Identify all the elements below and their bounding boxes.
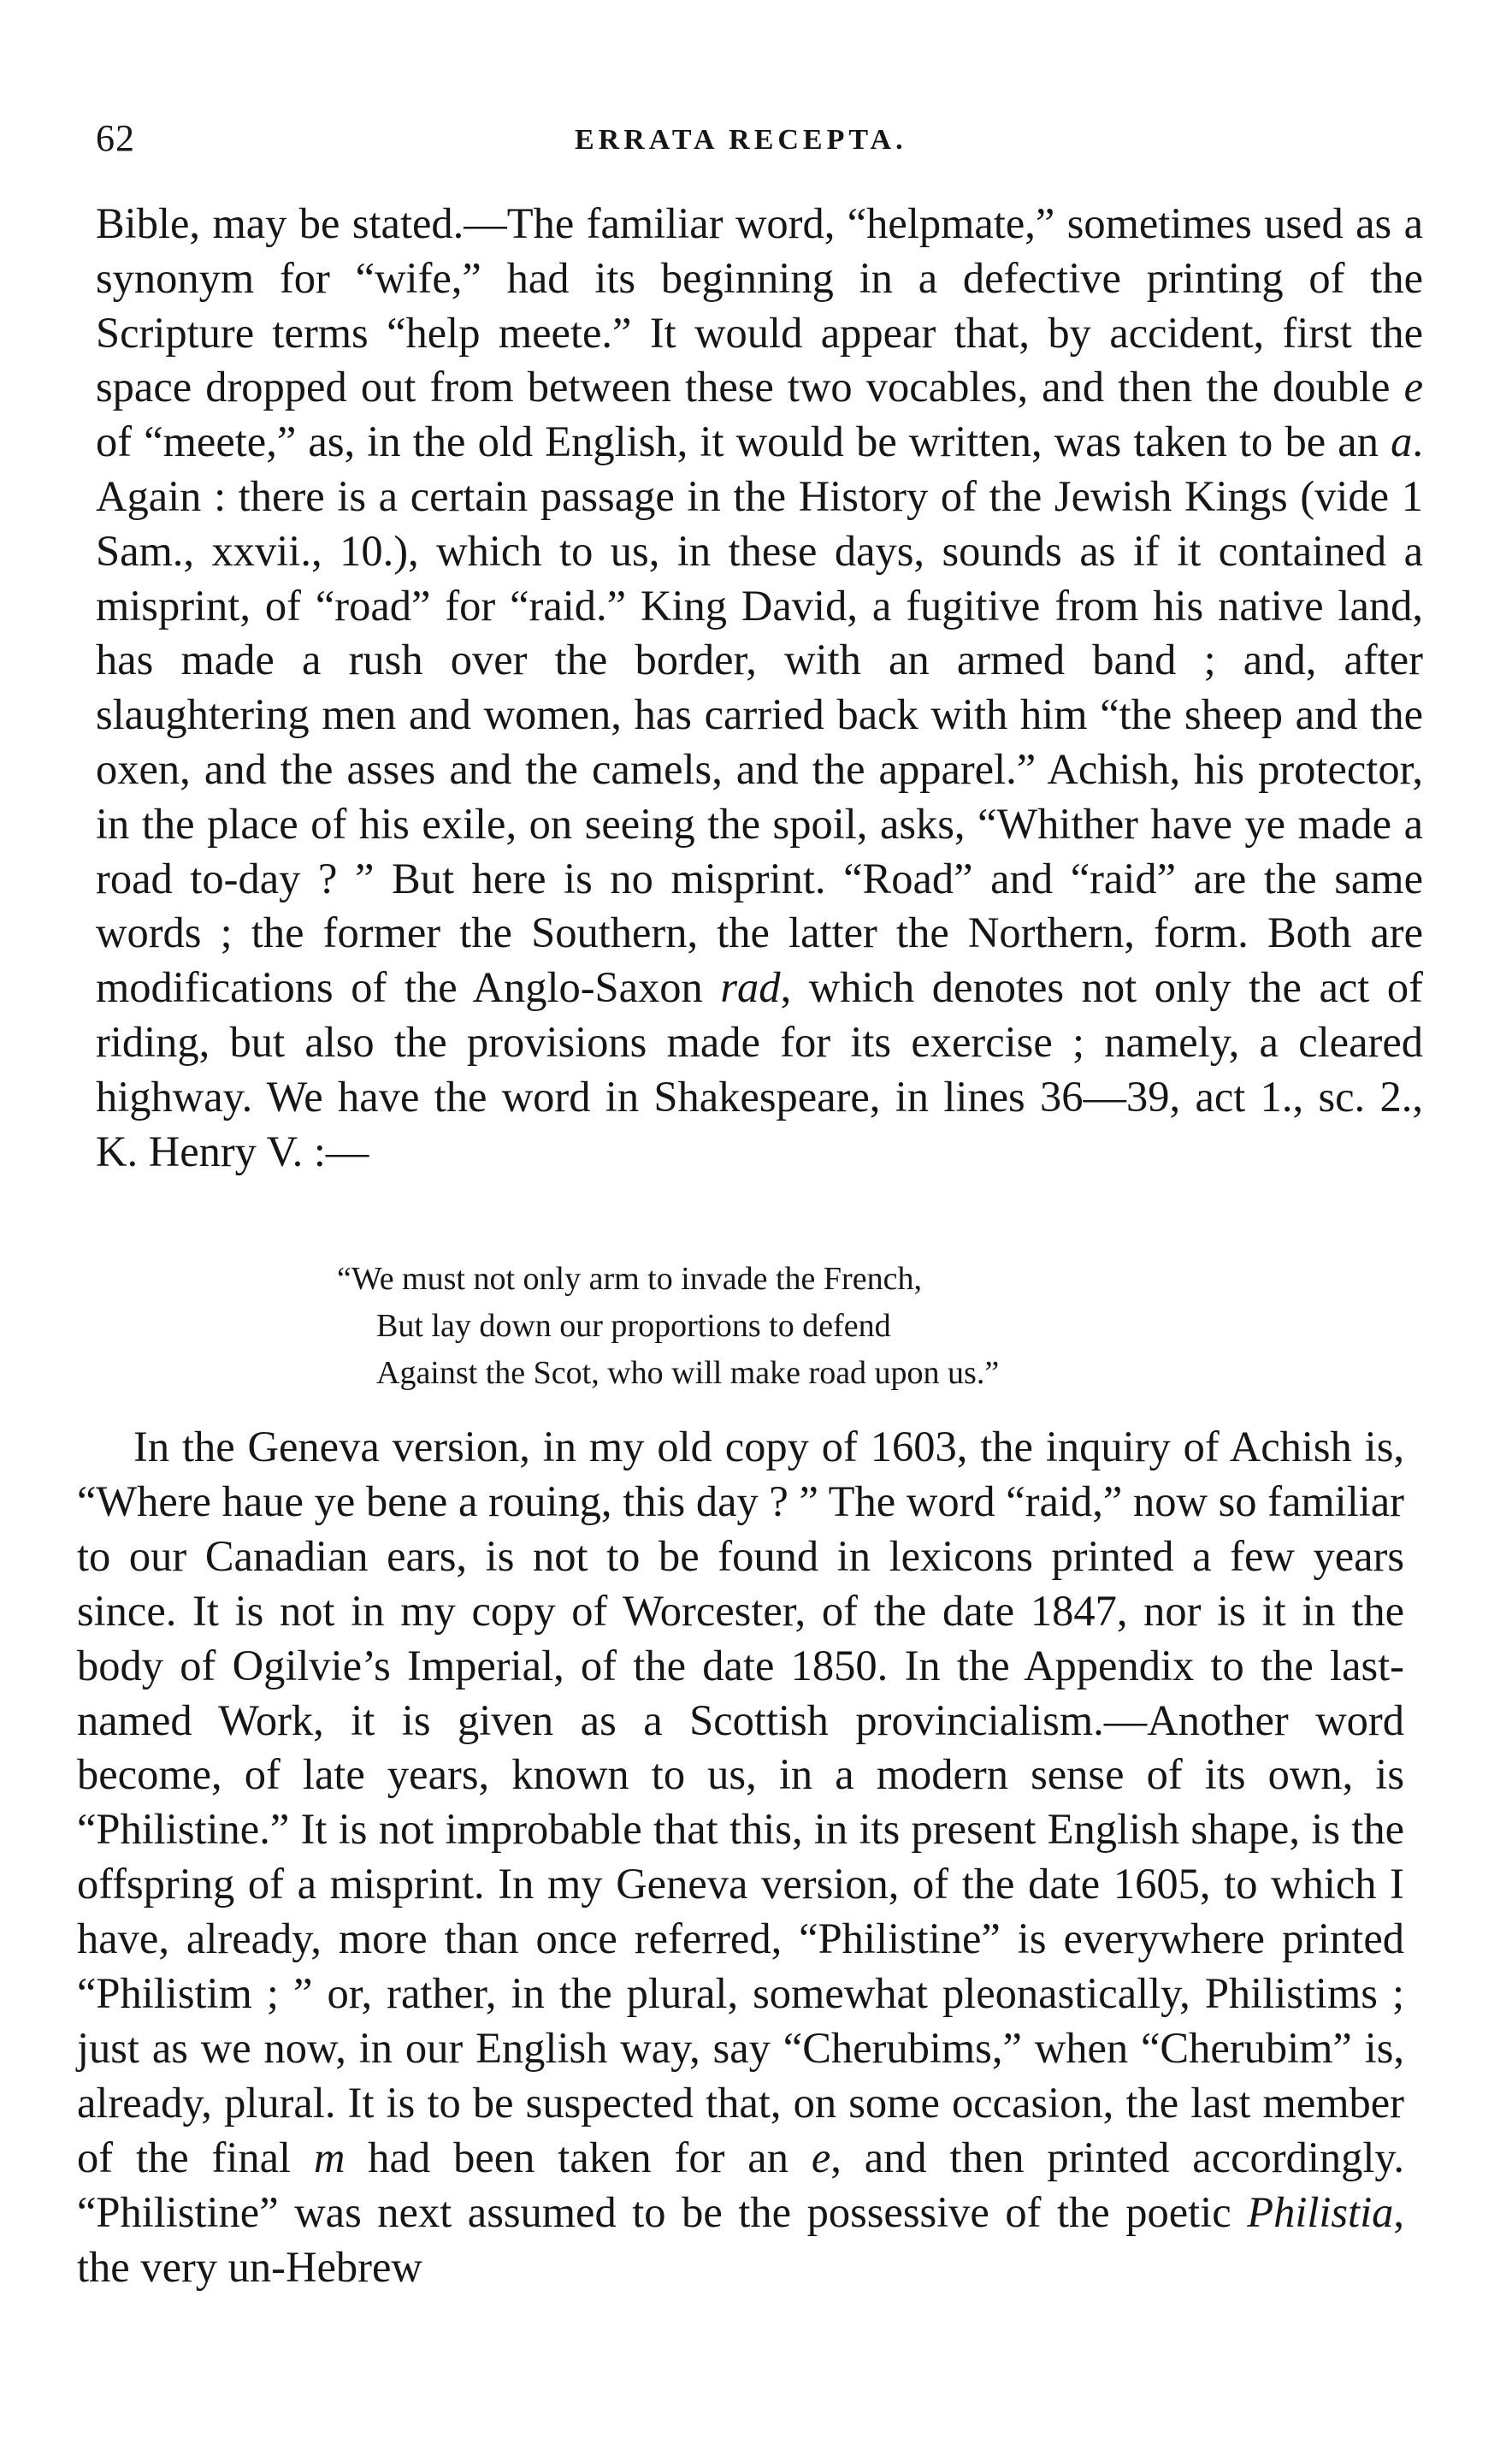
text-run: , and then printed accordingly. “Philistine” was next assumed to be the possessive of the poetic — [77, 2133, 1404, 2236]
text-run: In the Geneva version, in my old copy of 1603, the inquiry of Achish is, “Where haue ye bene a rouing, this day ? ” The word “raid,” now so familiar to our Canadian ears, is not to be found in lexicons printed a few years since. It is not in my copy of Worcester, of the date 1847, nor is it in the body of Ogilvie’s Imperial, of the date 1850. In the Appendix to the last-named Work, it is given as a Scottish provincialism.—Another word become, of late years, known to us, in a modern sense of its own, is “Philistine.” It is not improbable that this, in its present English shape, is the offspring of a misprint. In my Geneva version, of the date 1605, to which I have, already, more than once referred, “Philistine” is everywhere printed “Philistim ; ” or, rather, in the plural, somewhat pleonastically, Philistims ; just as we now, in our English way, say “Cherubims,” when “Cherubim” is, already, plural. It is to be suspected that, on some occasion, the last member of the final — [77, 1423, 1404, 2181]
quote-line: Against the Scot, who will make road upon us.” — [376, 1355, 1000, 1391]
italic-run: e — [811, 2133, 831, 2181]
running-title: ERRATA RECEPTA. — [575, 124, 907, 156]
italic-run: e — [1403, 363, 1423, 411]
text-run: Bible, may be stated.—The familiar word, “helpmate,” sometimes used as a synonym for “wife,” had its beginning in a defective printing of the Scripture terms “help meete.” It would appear that, by accident, first the space dropped out from between these two vocables, and then the double — [96, 199, 1423, 411]
text-run: , the very un-Hebrew — [77, 2187, 1404, 2291]
quote-line: “We must not only arm to invade the French, — [337, 1261, 922, 1297]
text-run: of “meete,” as, in the old English, it would be written, was taken to be an — [96, 417, 1391, 466]
paragraph-1 — [96, 197, 1423, 1179]
italic-run: m — [313, 2133, 346, 2181]
italic-run: a — [1391, 417, 1413, 466]
block-quote — [337, 1256, 1192, 1397]
italic-run: Philistia — [1247, 2187, 1394, 2236]
text-run: . Again : there is a certain passage in the History of the Jewish Kings (vide 1 Sam., xxvii., 10.), which to us, in these days, sounds as if it contained a misprint, of “road” for “raid.” King David, a fugitive from his native land, has made a rush over the border, with an armed band ; and, after slaughtering men and women, has carried back with him “the sheep and the oxen, and the asses and the camels, and the apparel.” Achish, his protector, in the place of his exile, on seeing the spoil, asks, “Whither have ye made a road to-day ? ” But here is no misprint. “Road” and “raid” are the same words ; the former the Southern, the latter the Northern, form. Both are modifications of the Anglo-Saxon — [96, 417, 1423, 1012]
text-run: , which denotes not only the act of riding, but also the provisions made for its exercise ; namely, a cleared highway. We have the word in Shakespeare, in lines 36—39, act 1., sc. 2., K. Henry V. :— — [96, 963, 1424, 1175]
page-number: 62 — [96, 117, 135, 159]
quote-line: But lay down our proportions to defend — [376, 1308, 891, 1344]
italic-run: rad — [720, 963, 781, 1012]
running-head — [96, 113, 1430, 173]
text-run: had been taken for an — [345, 2133, 812, 2181]
paragraph-2 — [77, 1420, 1404, 2295]
